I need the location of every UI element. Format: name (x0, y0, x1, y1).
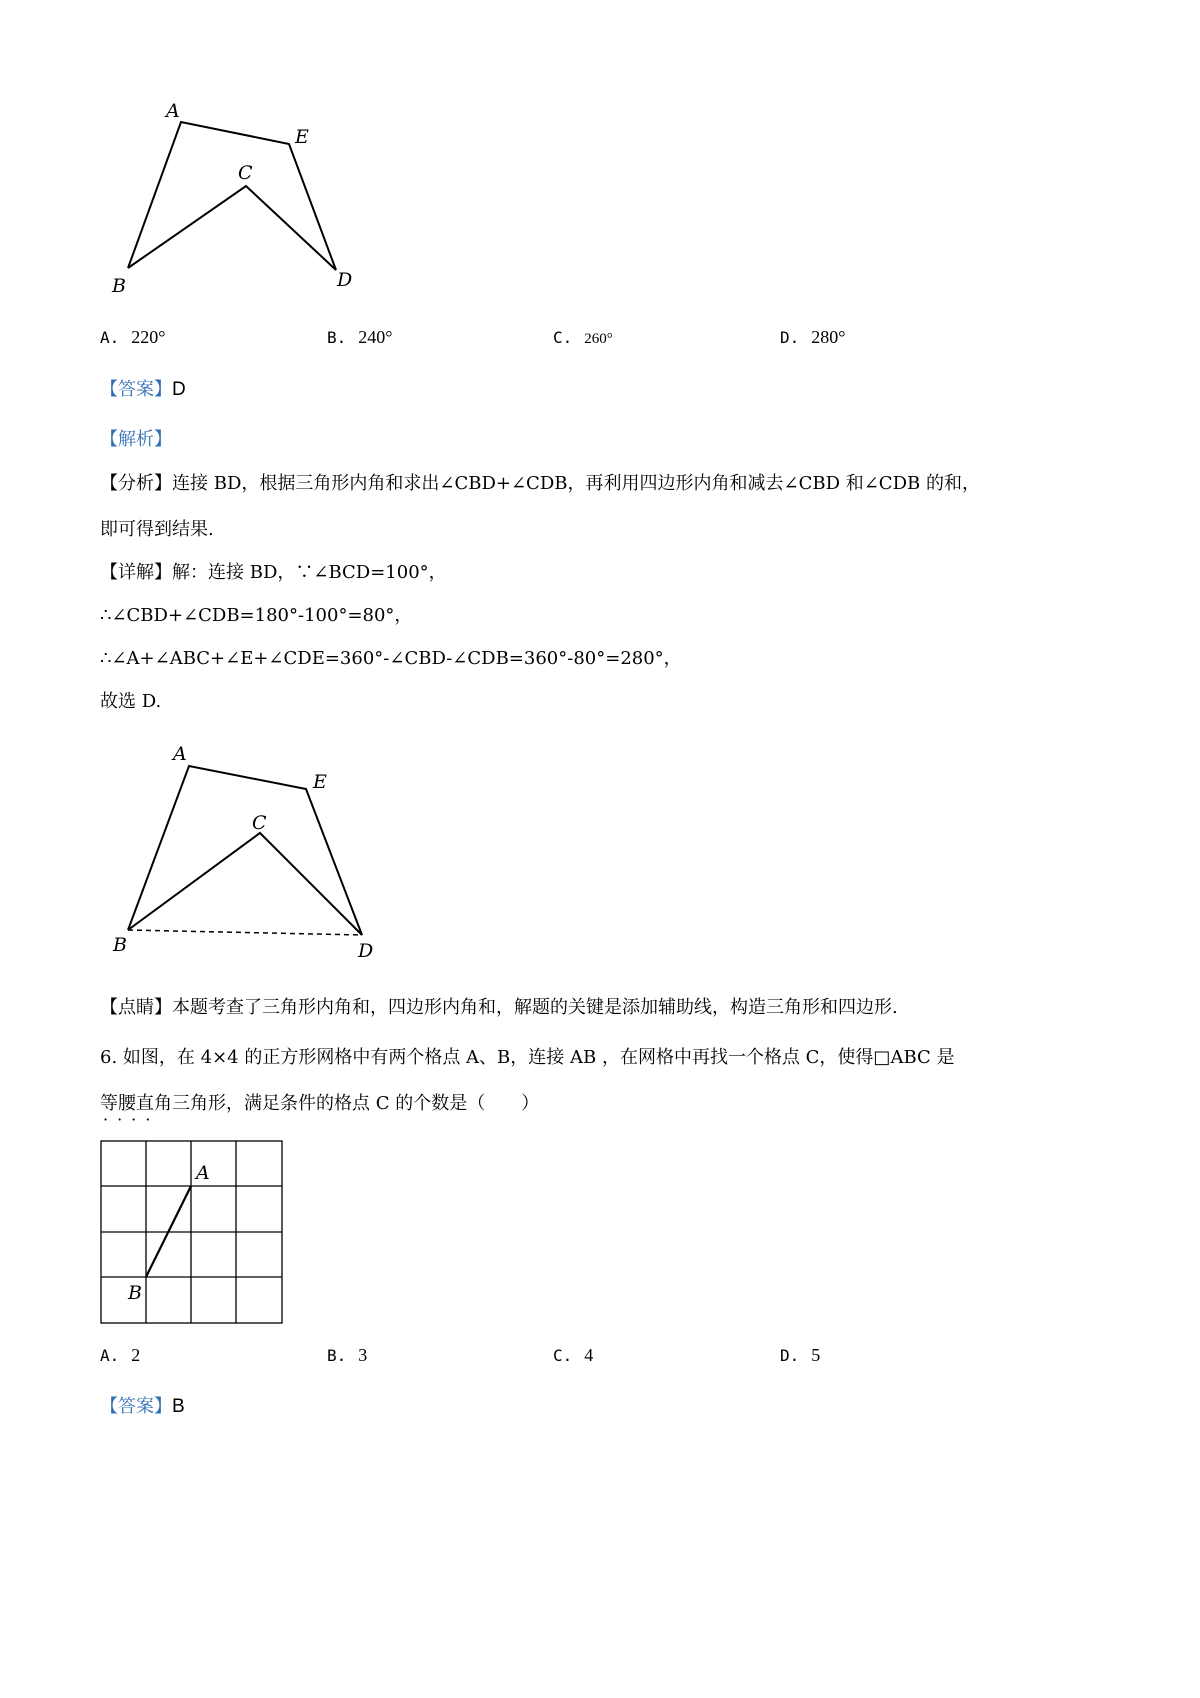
q5-fenxi-line2: 即可得到结果. (100, 519, 214, 540)
label-e: E (313, 771, 327, 793)
q6-option-d[interactable] (780, 1345, 820, 1366)
option-label: D. (780, 328, 800, 347)
option-value: 3 (358, 1345, 368, 1365)
label-a: A (166, 100, 180, 122)
q5-xiangjie-line1: 【详解】解：连接 BD，∵∠BCD=100°， (100, 562, 447, 583)
label-c: C (238, 162, 253, 184)
option-value: 2 (131, 1345, 141, 1365)
figure-q5-solution (100, 735, 400, 970)
q6-stem-line2: 等腰直角三角形，满足条件的格点 C 的个数是（ ） (100, 1093, 540, 1114)
q5-xiangjie-line3: ∴∠A+∠ABC+∠E+∠CDE=360°-∠CBD-∠CDB=360°-80°=280°， (100, 648, 682, 669)
option-value: 4 (584, 1345, 594, 1365)
emphasis-dots: ···· (103, 1110, 160, 1129)
option-value: 220° (131, 327, 166, 347)
q5-dianjing: 【点睛】本题考查了三角形内角和，四边形内角和，解题的关键是添加辅助线，构造三角形和四边形. (100, 997, 898, 1018)
q6-option-a[interactable] (100, 1345, 140, 1366)
q5-xiangjie-line4: 故选 D. (100, 691, 162, 712)
answer-tag: 【答案】 (100, 379, 172, 400)
shape-outline (128, 766, 362, 935)
q6-option-b[interactable] (327, 1345, 367, 1366)
q6-answer (100, 1395, 185, 1419)
answer-value: D (172, 379, 186, 400)
q5-xiangjie-line2: ∴∠CBD+∠CDB=180°-100°=80°， (100, 605, 413, 626)
option-label: A. (100, 328, 120, 347)
q5-option-c[interactable] (553, 327, 613, 348)
label-b: B (128, 1282, 142, 1304)
q5-fenxi-line1: 【分析】连接 BD，根据三角形内角和求出∠CBD+∠CDB，再利用四边形内角和减去∠CBD 和∠CDB 的和， (100, 473, 980, 494)
label-a: A (196, 1162, 210, 1184)
q6-option-c[interactable] (553, 1345, 593, 1366)
label-b: B (112, 275, 126, 297)
answer-value: B (172, 1396, 185, 1417)
q5-option-b[interactable] (327, 327, 392, 348)
option-label: B. (327, 328, 347, 347)
q5-option-d[interactable] (780, 327, 845, 348)
answer-tag: 【答案】 (100, 1396, 172, 1417)
option-label: B. (327, 1346, 347, 1365)
figure-q6-grid (95, 1135, 295, 1330)
label-e: E (295, 126, 309, 148)
label-a: A (173, 743, 187, 765)
figure-q5-shape (100, 90, 390, 310)
option-value: 240° (358, 327, 393, 347)
auxiliary-line-bd (128, 930, 362, 935)
option-label: A. (100, 1346, 120, 1365)
option-value: 280° (811, 327, 846, 347)
label-c: C (252, 812, 267, 834)
label-b: B (113, 934, 127, 956)
option-label: C. (553, 328, 573, 347)
label-d: D (358, 940, 374, 962)
q5-analysis-tag: 【解析】 (100, 429, 172, 450)
option-label: D. (780, 1346, 800, 1365)
option-value: 260° (584, 331, 613, 347)
option-label: C. (553, 1346, 573, 1365)
option-value: 5 (811, 1345, 821, 1365)
q5-option-a[interactable] (100, 327, 165, 348)
label-d: D (337, 269, 353, 291)
q5-answer (100, 378, 186, 402)
q6-stem-line1: 6. 如图，在 4×4 的正方形网格中有两个格点 A、B，连接 AB ，在网格中再找一个格点 C，使得□ABC 是 (100, 1047, 955, 1068)
